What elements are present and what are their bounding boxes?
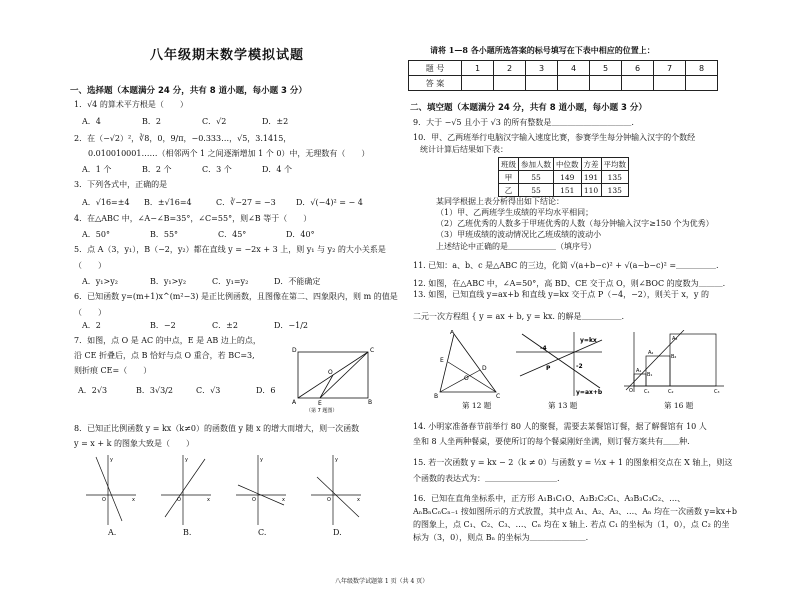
q10-line-3: 某同学根据上表分析得出如下结论： [436,197,564,206]
fig13-label-y: -2 [576,363,583,370]
svg-text:A₁: A₁ [636,368,642,374]
q5-option-b: B．y₁>y₂ [150,277,187,286]
answer-cell-4[interactable] [558,76,590,91]
q5-option-a: A．y₁>y₂ [82,277,118,286]
svg-text:B₁: B₁ [647,372,653,378]
answer-table-number-row [409,61,718,76]
table-cell: 149 [554,171,582,184]
q8-graphs [86,455,386,535]
q5-option-c: C．y₁=y₂ [212,277,249,286]
answer-cell-5[interactable] [590,76,622,91]
svg-text:O: O [252,497,256,503]
figure-12 [430,330,510,400]
stats-row-yi [499,184,629,197]
q1-options [82,116,322,127]
q8-options [108,528,373,537]
q5-options [82,276,344,287]
q3-option-a: A．√16=±4 [82,198,130,207]
q3-stem: 3．下列各式中，正确的是 [74,180,168,189]
section-1-heading: 一、选择题（本题满分 24 分，共有 8 道小题，每小题 3 分） [70,86,307,96]
q5-stem-2: （ ） [74,261,106,270]
q1-option-d: D．±2 [262,117,289,126]
table-cell: 乙 [499,184,519,197]
answer-table-answer-row [409,76,718,91]
q10-line-6: （3）甲班成绩的波动情况比乙班成绩的波动小 [436,230,602,239]
q1-stem: 1．√4 的算术平方根是（ ） [74,100,188,109]
q1-option-a: A．4 [82,117,101,126]
q1-option-b: B．2 [142,117,161,126]
answer-cell-7[interactable] [654,76,686,91]
q8-stem-2: y = x + k 的图象大致是（ ） [74,439,194,448]
q13-system: 二元一次方程组 { y = ax + b, y = kx. 的解是＿＿＿＿＿. [413,312,625,321]
q7-stem-3: 则折痕 CE=（ ） [74,366,152,375]
q2-option-d: D．4 个 [262,165,293,174]
q2-stem: 2．在（−√2）²，∛8，0，9/π，−0.333…，√5，3.1415， [74,134,292,143]
table-cell: 55 [519,171,554,184]
q10-line-2: 统计计算后结果如下表： [420,145,508,154]
q16-line-2: AₙBₙCₙCₙ₋₁ 按如图所示的方式放置，其中点 A₁、A₂、A₃、…、Aₙ 均在一次函数 y=kx+b [413,507,737,516]
page-footer: 八年级数学试题第 1 页（共 4 页） [335,578,429,585]
q6-stem-2: （ ） [74,308,106,317]
svg-text:C₁: C₁ [644,389,650,394]
q16-line-3: 的图象上，点 C₁、C₂、C₃、…、Cₙ 均在 x 轴上. 若点 C₁ 的坐标为（1，0），点 C₂ 的坐 [413,520,730,529]
q12-text: 12. 如图，在△ABC 中，∠A=50°，高 BD、CE 交于点 O，则∠BOC 的度数为＿＿＿. [413,279,726,288]
answer-number-3: 3 [526,61,558,76]
q8-graph-d [311,455,361,525]
q4-option-c: C．45° [218,230,247,239]
table-cell: 甲 [499,171,519,184]
svg-text:C: C [496,393,501,400]
q7-stem-2: 沿 CE 折叠后，点 B 恰好与点 O 重合，若 BC=3, [74,351,255,360]
svg-text:y: y [335,457,338,463]
section-2-heading: 二、填空题（本题满分 24 分，共有 8 道小题，每小题 3 分） [410,103,647,113]
fig13-label-kx: y=kx [580,337,597,344]
q8-graph-c [236,455,286,525]
q5-stem: 5．点 A（3，y₁），B（−2，y₂）都在直线 y = −2x + 3 上，则 y₁ 与 y₂ 的大小关系是 [74,245,386,254]
q2-option-b: B．2 个 [142,165,172,174]
q7-option-d: D．6 [256,386,276,395]
figure-7 [290,344,380,416]
figure-13 [514,330,606,398]
table-cell: 135 [601,171,629,184]
table-cell: 110 [581,184,601,197]
q10-line-4: （1）甲、乙两班学生成绩的平均水平相同； [436,208,594,217]
q4-option-a: A．50° [82,230,110,239]
q10-stats-table [498,157,629,197]
q14-line-2: 坐和 8 人坐两种餐桌，要使所订的每个餐桌刚好坐满，则订餐方案共有＿＿种. [413,437,690,446]
svg-text:E: E [440,357,444,364]
answer-cell-1[interactable] [462,76,494,91]
fig13-caption: 第 13 题 [548,401,578,410]
q8-graph-a [86,455,136,525]
q2-stem-2: 0.010010001……（相邻两个 1 之间逐渐增加 1 个 0）中，无理数有（ ） [88,149,370,158]
q7-options [78,385,296,396]
stats-header-row [499,158,629,171]
svg-text:O: O [328,369,333,376]
q9-text: 9．大于 −√5 且小于 √3 的所有整数是＿＿＿＿＿＿＿＿＿＿. [413,118,634,127]
svg-text:B₂: B₂ [671,354,677,360]
svg-text:x: x [282,497,285,503]
answer-instructions: 请将 1—8 各小题所选答案的标号填写在下表中相应的位置上： [430,45,655,55]
fig12-triangle [440,334,496,392]
q3-option-d: D．√(−4)² = − 4 [296,198,363,207]
answer-number-5: 5 [590,61,622,76]
stats-head-variance: 方差 [581,158,601,171]
answer-cell-3[interactable] [526,76,558,91]
q4-stem: 4．在△ABC 中，∠A−∠B=35°，∠C=55°，则∠B 等于（ ） [74,214,312,223]
answer-number-8: 8 [686,61,718,76]
q1-option-c: C．√2 [202,117,227,126]
svg-text:C₃: C₃ [714,389,720,394]
answer-cell-8[interactable] [686,76,718,91]
q8-graph-b [161,455,211,525]
q2-option-c: C．3 个 [202,165,232,174]
answer-number-4: 4 [558,61,590,76]
q15-line-2: 个函数的表达式为：＿＿＿＿＿＿＿＿＿. [413,474,560,483]
svg-text:D: D [482,365,487,372]
stats-row-jia [499,171,629,184]
q6-option-a: A．2 [82,321,101,330]
q3-option-b: B．±√16=4 [144,198,192,207]
q2-option-a: A．1 个 [82,165,112,174]
figure-16 [620,330,730,394]
q3-options [82,197,376,208]
answer-table-answer-head: 答 案 [409,76,462,91]
q10-line-7: 上述结论中正确的是＿＿＿＿＿＿（填序号） [436,242,596,251]
svg-text:O: O [102,497,106,503]
svg-text:A: A [450,330,455,336]
q6-option-c: C．±2 [212,321,238,330]
q16-line-1: 16．已知在直角坐标系中，正方形 A₁B₁C₁O、A₂B₂C₂C₁、A₃B₃C₃C₂、…、 [413,494,686,503]
q11-text: 11. 已知：a、b、c 是△ABC 的三边，化简 √(a+b−c)² + √(a−b−c)² =＿＿＿＿＿. [413,261,719,270]
answer-number-7: 7 [654,61,686,76]
svg-text:A: A [292,399,297,406]
q10-line-5: （2）乙班优秀的人数多于甲班优秀的人数（每分钟输入汉字≥150 个为优秀） [436,219,714,228]
fig13-line-kx [520,340,602,376]
q4-options [82,229,354,240]
fig13-label-ax-b: y=ax+b [576,389,603,396]
q4-option-d: D．40° [286,230,315,239]
answer-table-number-head: 题 号 [409,61,462,76]
stats-head-class: 班级 [499,158,519,171]
q10-line-1: 10．甲、乙两班举行电脑汉字输入速度比赛，参赛学生每分钟输入汉字的个数经 [413,133,696,142]
q14-line-1: 14. 小明家准备春节前举行 80 人的聚餐，需要去某餐馆订餐，据了解餐馆有 10 人 [413,422,707,431]
fig12-caption: 第 12 题 [462,401,492,410]
svg-text:D: D [292,347,297,354]
svg-text:y: y [260,457,263,463]
q16-line-4: 标为（3，0），则点 Bₙ 的坐标为＿＿＿＿＿＿＿. [413,533,589,542]
q8-option-d: D. [333,528,342,537]
svg-text:x: x [357,497,360,503]
table-cell: 191 [581,171,601,184]
stats-head-median: 中位数 [554,158,582,171]
q13-text: 13. 如图，已知直线 y=ax+b 和直线 y=kx 交于点 P（−4，−2），则关于 x，y 的 [413,290,709,299]
table-cell: 151 [554,184,582,197]
q5-option-d: D．不能确定 [274,277,321,286]
answer-number-2: 2 [494,61,526,76]
fig7-segment-eo [320,375,333,398]
svg-text:B: B [368,399,373,406]
q7-option-c: C．√3 [196,386,221,395]
q7-stem: 7．如图，点 O 是 AC 的中点，E 是 AB 边上的点， [74,336,261,345]
q8-option-c: C. [258,528,267,537]
q6-stem: 6．已知函数 y=(m+1)x^(m²−3) 是正比例函数，且图像在第二、四象限内，则 m 的值是 [74,292,398,301]
q6-option-b: B．−2 [150,321,176,330]
q8-option-a: A. [108,528,117,537]
fig13-label-p: P [546,365,551,372]
fig7-caption: （第 7 题图） [306,408,338,414]
q6-options [82,320,344,331]
svg-text:y: y [185,457,188,463]
svg-text:O: O [327,497,331,503]
stats-head-count: 参加人数 [519,158,554,171]
fig16-caption: 第 16 题 [664,401,694,410]
svg-text:E: E [318,400,322,407]
svg-text:B: B [434,393,439,400]
svg-text:A₃: A₃ [672,336,678,342]
answer-cell-6[interactable] [622,76,654,91]
svg-text:y: y [110,457,113,463]
stats-head-mean: 平均数 [601,158,629,171]
svg-text:O: O [177,497,181,503]
q15-line-1: 15. 若一次函数 y = kx − 2（k ≠ 0）与函数 y = ½x + 1 的图象相交点在 X 轴上，则这 [413,458,733,467]
q7-option-b: B．3√3/2 [136,386,173,395]
svg-text:A₂: A₂ [648,350,654,356]
svg-text:O: O [464,375,469,382]
svg-text:x: x [132,497,135,503]
answer-cell-2[interactable] [494,76,526,91]
svg-text:x: x [207,497,210,503]
page-title: 八年级期末数学模拟试题 [150,48,305,63]
q4-option-b: B．55° [150,230,179,239]
q8-stem: 8．已知正比例函数 y = kx（k≠0）的函数值 y 随 x 的增大而增大，则一次函数 [74,424,360,433]
q3-option-c: C．∛−27 = −3 [216,198,276,207]
svg-text:C₂: C₂ [668,389,674,394]
q6-option-d: D．−1/2 [274,321,308,330]
q7-option-a: A．2√3 [78,386,108,395]
fig13-label-x: -4 [540,345,547,352]
answer-table [408,60,718,91]
table-cell: 135 [601,184,629,197]
svg-text:C: C [370,347,375,354]
q2-options [82,164,322,175]
q8-option-b: B. [183,528,192,537]
svg-text:O: O [629,388,633,394]
answer-number-1: 1 [462,61,494,76]
table-cell: 55 [519,184,554,197]
answer-number-6: 6 [622,61,654,76]
